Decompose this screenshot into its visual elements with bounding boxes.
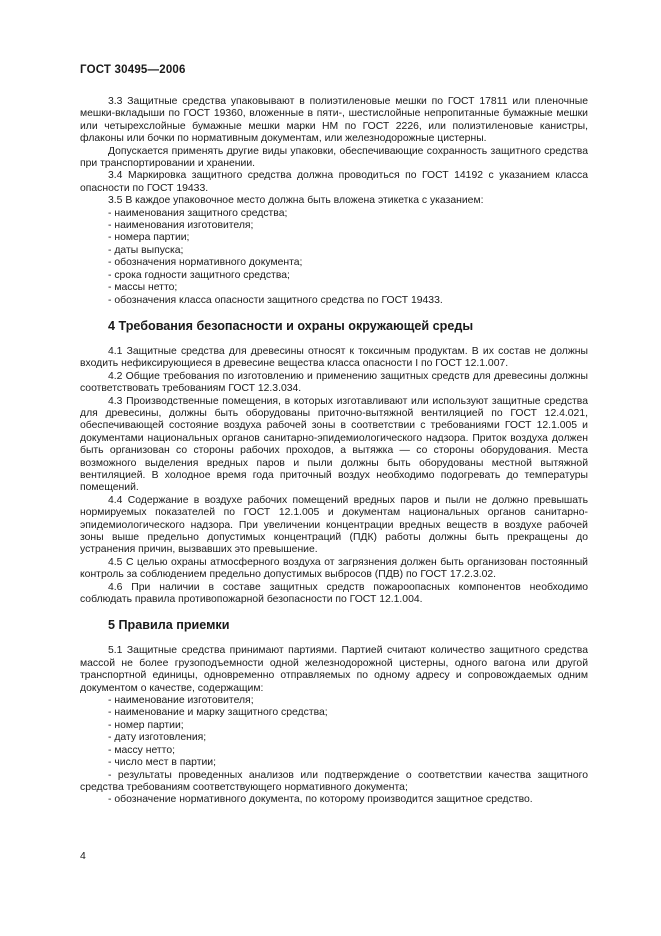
list-item: - срока годности защитного средства; [108, 269, 290, 281]
list-item: - наименование изготовителя; [108, 695, 254, 707]
document-body [80, 96, 588, 807]
list-item: - обозначения нормативного документа; [108, 257, 303, 269]
clause-3-3: 3.3 Защитные средства упаковывают в полиэтиленовые мешки по ГОСТ 17811 или пленочные мешки-вкладыши по ГОСТ 19360, вложенные в пяти-, шестислойные непропитанные бумажные мешки или четырехслойные бумажные мешки марки НМ по ГОСТ 2226, или полиэтиленовые канистры, флаконы или бочки по нормативным документам, или железнодорожные цистерны. [80, 96, 588, 145]
page-number: 4 [80, 851, 86, 862]
clause-5-1: 5.1 Защитные средства принимают партиями. Партией считают количество защитного средства массой не более грузоподъемности одной железнодорожной цистерны, одного вагона или другой транспортной единицы, одновременно отправляемых по одному адресу и сопровождаемых одним документом о качестве, содержащим: [80, 645, 588, 694]
label-list [80, 208, 588, 307]
quality-document-list [80, 695, 588, 807]
list-item: - номера партии; [108, 232, 190, 244]
list-item: - дату изготовления; [108, 732, 207, 744]
clause-4-6: 4.6 При наличии в составе защитных средств пожароопасных компонентов необходимо соблюдать правила противопожарной безопасности по ГОСТ 12.1.004. [80, 581, 588, 606]
clause-3-5: 3.5 В каждое упаковочное место должна быть вложена этикетка с указанием: [108, 195, 484, 207]
list-item: - наименования изготовителя; [108, 220, 254, 232]
list-item: - массу нетто; [108, 744, 175, 756]
list-item: - обозначение нормативного документа, по которому производится защитное средство. [108, 794, 533, 806]
list-item: - наименования защитного средства; [108, 207, 288, 219]
clause-4-2: 4.2 Общие требования по изготовлению и применению защитных средств для древесины должны соответствовать требованиям ГОСТ 12.3.034. [80, 370, 588, 395]
document-header: ГОСТ 30495—2006 [80, 64, 186, 76]
list-item: - число мест в партии; [108, 757, 216, 769]
list-item: - результаты проведенных анализов или подтверждение о соответствии качества защитного средства требованиям соответствующего нормативного документа; [80, 769, 588, 793]
clause-4-3: 4.3 Производственные помещения, в которых изготавливают или используют защитные средства для древесины, должны быть оборудованы приточно-вытяжной вентиляцией по ГОСТ 12.4.021, обеспечивающей состояние воздуха рабочей зоны в соответствии с требованиями ГОСТ 12.1.005 и документами национальных органов санитарно-эпидемиологического надзора. Приток воздуха должен быть организован со стороны рабочих проходов, а вытяжка — со стороны оборудования. Места возможного выделения вредных паров и пыли должны быть оборудованы местной вытяжной вентиляцией. В холодное время года приточный воздух необходимо подогревать до температуры помещений. [80, 395, 588, 494]
list-item: - массы нетто; [108, 282, 178, 294]
clause-3-4: 3.4 Маркировка защитного средства должна проводиться по ГОСТ 14192 с указанием класса опасности по ГОСТ 19433. [80, 170, 588, 194]
clause-4-5: 4.5 С целью охраны атмосферного воздуха от загрязнения должен быть организован постоянный контроль за соблюдением предельно допустимых выбросов (ПДВ) по ГОСТ 17.2.3.02. [80, 556, 588, 581]
section-4-title: 4 Требования безопасности и охраны окружающей среды [108, 318, 474, 333]
list-item: - наименование и марку защитного средства; [108, 707, 328, 719]
section-5-title: 5 Правила приемки [108, 618, 230, 633]
clause-3-3-note: Допускается применять другие виды упаковки, обеспечивающие сохранность защитного средства при транспортировании и хранении. [80, 145, 588, 170]
clause-4-4: 4.4 Содержание в воздухе рабочих помещений вредных паров и пыли не должно превышать нормируемых показателей по ГОСТ 12.1.005 и документам национальных органов санитарно-эпидемиологического надзора. При увеличении концентрации вредных веществ в воздухе рабочей зоны выше предельно допустимых концентраций (ПДК) работы должны быть прекращены до устранения причин, вызвавших это превышение. [80, 494, 588, 556]
list-item: - обозначения класса опасности защитного средства по ГОСТ 19433. [108, 294, 443, 306]
clause-4-1: 4.1 Защитные средства для древесины относят к токсичным продуктам. В их состав не должны входить нефиксирующиеся в древесине вещества класса опасности I по ГОСТ 12.1.007. [80, 345, 588, 370]
list-item: - даты выпуска; [108, 244, 184, 256]
list-item: - номер партии; [108, 719, 184, 731]
